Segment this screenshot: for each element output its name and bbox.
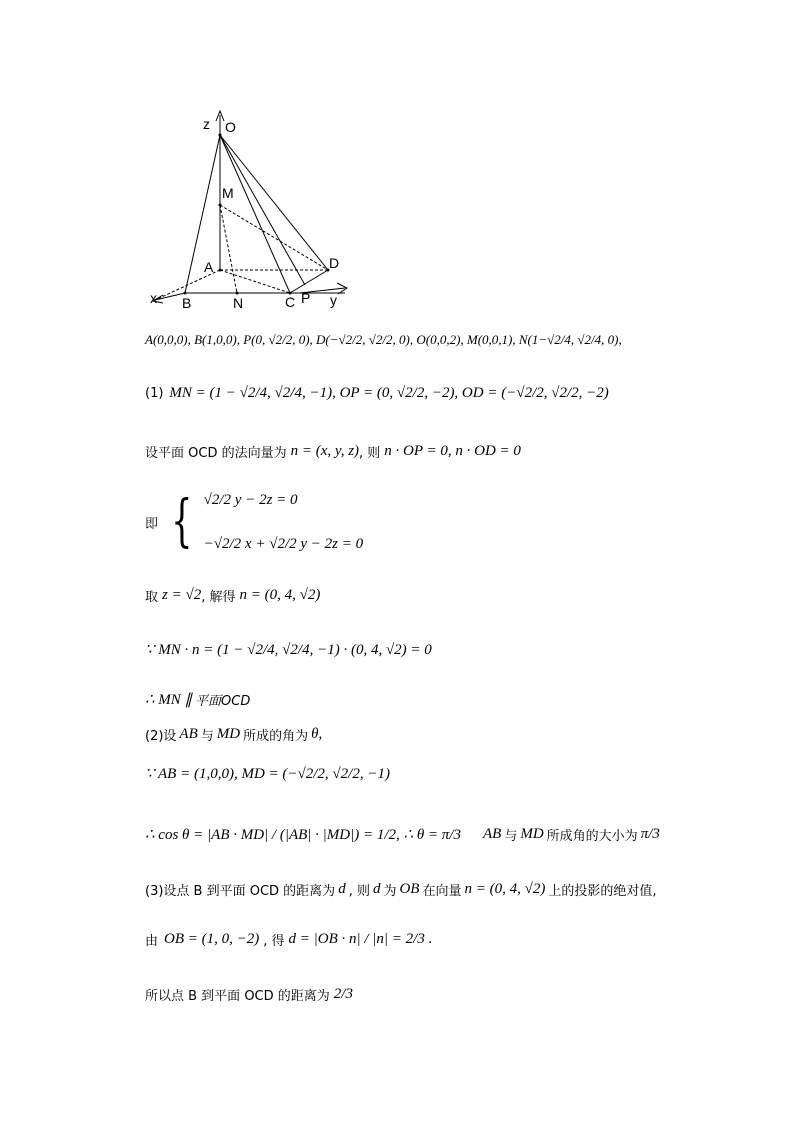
- part3-proj: 上的投影的绝对值,: [548, 884, 657, 899]
- part2-intro: [145, 725, 322, 744]
- final-text: 所以点 B 到平面 OCD 的距离为: [145, 989, 330, 1004]
- label-D: D: [329, 255, 340, 271]
- final-value: 2/3: [333, 986, 353, 1002]
- label-P: P: [301, 290, 311, 306]
- part2-intro-ab: AB: [179, 726, 198, 742]
- edge-OC: [220, 135, 290, 293]
- ji-label: 即: [145, 516, 159, 532]
- label-M: M: [222, 185, 234, 201]
- label-A: A: [204, 259, 214, 275]
- normal-intro-text: 设平面 OCD 的法向量为: [145, 446, 287, 461]
- part2-conclusion-text: 所成角的大小为: [546, 829, 638, 844]
- normal-vector-line: [145, 442, 521, 461]
- part3-vector-text: 在向量: [422, 884, 462, 899]
- part2-conclusion-ab: AB: [483, 826, 502, 842]
- normal-then-text: , 则: [359, 446, 381, 461]
- part3-ob-value: OB = (1, 0, −2): [164, 931, 260, 947]
- final-answer: [145, 985, 353, 1004]
- dot-product-text: ∵ MN · n = (1 − √2/4, √2/4, −1) · (0, 4, √2) = 0: [145, 642, 432, 658]
- part2-vectors-text: ∵ AB = (1,0,0), MD = (−√2/2, √2/2, −1): [145, 766, 390, 782]
- part3-from: 由: [145, 934, 159, 949]
- parallel-plane: 平面OCD: [195, 694, 251, 709]
- take-text: 取: [145, 590, 159, 605]
- label-C: C: [285, 294, 296, 310]
- label-x: x: [150, 290, 157, 306]
- take-z-line: [145, 586, 320, 605]
- pyramid-figure: [145, 105, 355, 315]
- part2-conclusion-md: MD: [520, 826, 544, 842]
- part3-wei: 为: [383, 884, 397, 899]
- segment-MN-hidden: [220, 205, 237, 293]
- part3-get: , 得: [263, 934, 285, 949]
- edge-OD: [220, 135, 328, 270]
- part3-c: , 则: [348, 884, 370, 899]
- label-N: N: [233, 295, 244, 311]
- label-y: y: [330, 292, 337, 308]
- part2-cos-line: [145, 825, 660, 844]
- label-O: O: [225, 119, 236, 135]
- system-eq1: √2/2 y − 2z = 0: [203, 491, 298, 508]
- label-z: z: [203, 116, 210, 132]
- part1-vectors: [145, 385, 609, 402]
- part2-conclusion-yu: 与: [504, 829, 518, 844]
- part3-intro: [145, 880, 656, 899]
- part3-ob: OB: [399, 881, 420, 897]
- edge-OB: [185, 135, 220, 293]
- part3-d2: d: [372, 881, 381, 897]
- part3-a: (3)设点 B 到平面 OCD 的距离为: [145, 884, 336, 899]
- label-B: B: [182, 295, 192, 311]
- equation-system: [145, 478, 363, 566]
- segment-MD-hidden: [220, 205, 328, 270]
- solve-text: , 解得: [201, 590, 236, 605]
- parallel-conclusion: [145, 690, 250, 709]
- part1-vectors-text: MN = (1 − √2/4, √2/4, −1), OP = (0, √2/2, −2), OD = (−√2/2, √2/2, −2): [169, 385, 609, 401]
- normal-vector: n = (x, y, z): [290, 443, 360, 459]
- part1-label: (1): [145, 386, 164, 401]
- left-brace: {: [171, 489, 193, 554]
- x-axis: [155, 293, 185, 300]
- part2-intro-theta: θ,: [311, 726, 323, 742]
- part2-intro-md: MD: [216, 726, 241, 742]
- coordinates-text: A(0,0,0), B(1,0,0), P(0, √2/2, 0), D(−√2/2, √2/2, 0), O(0,0,2), M(0,0,1), N(1−√2/4, √2/4, 0),: [145, 332, 622, 347]
- edge-AC-hidden: [220, 270, 290, 293]
- normal-conditions: n · OP = 0, n · OD = 0: [384, 443, 521, 459]
- part2-intro-yu: 与: [200, 729, 214, 744]
- part3-n: n = (0, 4, √2): [464, 881, 546, 897]
- part3-calc: [145, 930, 432, 949]
- dot-product-line: [145, 640, 432, 659]
- system-equations: [204, 478, 363, 566]
- part2-intro-angle: 所成的角为: [243, 729, 309, 744]
- part2-intro-a: (2)设: [145, 729, 177, 744]
- solve-value: n = (0, 4, √2): [239, 587, 321, 603]
- part3-d1: d: [338, 881, 346, 897]
- part2-vectors: [145, 764, 390, 783]
- parallel-math: ∴ MN ∥: [145, 692, 193, 708]
- edge-OP: [220, 135, 305, 285]
- part2-cos: ∴ cos θ = |AB · MD| / (|AB| · |MD|) = 1/2, ∴ θ = π/3: [145, 827, 461, 843]
- coordinates-line: [145, 332, 622, 348]
- system-eq2: −√2/2 x + √2/2 y − 2z = 0: [203, 535, 364, 552]
- part2-conclusion-value: π/3: [640, 826, 660, 842]
- part3-d-value: d = |OB · n| / |n| = 2/3 .: [288, 931, 433, 947]
- take-value: z = √2: [162, 587, 202, 603]
